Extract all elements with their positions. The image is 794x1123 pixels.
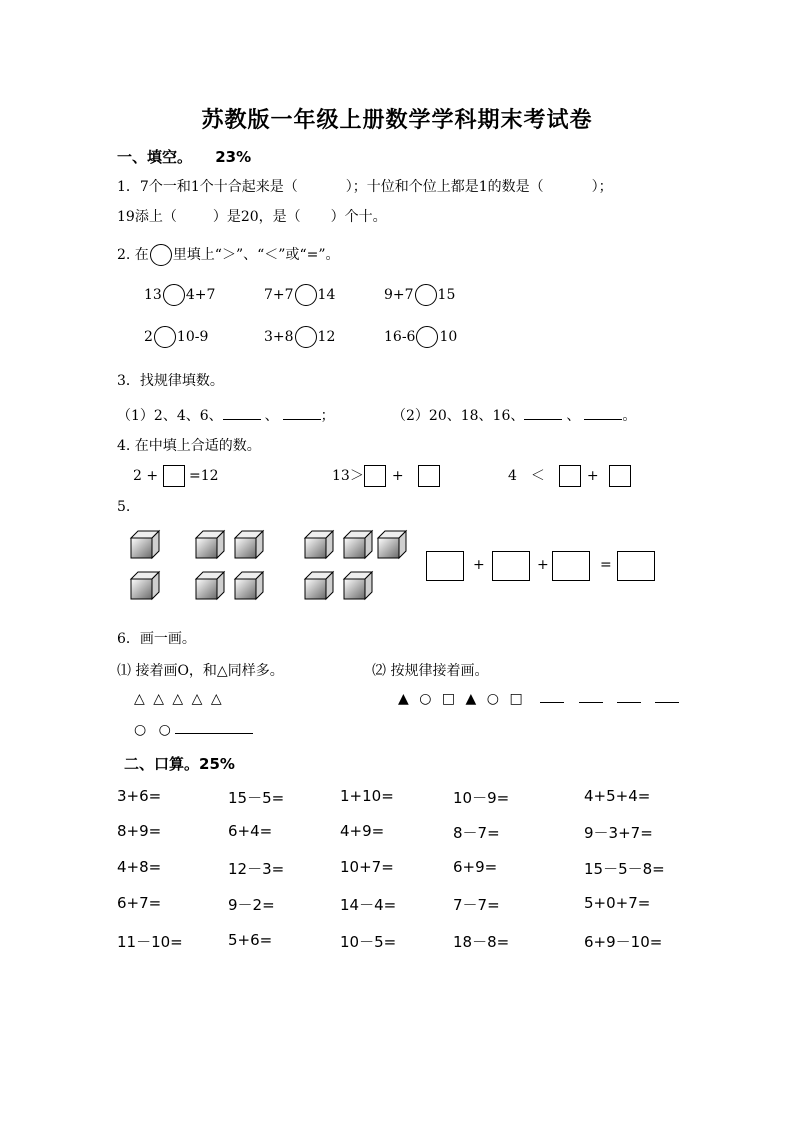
answer-box[interactable] xyxy=(163,465,185,487)
page-title: 苏教版一年级上册数学学科期末考试卷 xyxy=(201,108,593,133)
calc-item[interactable]: 8+9= xyxy=(117,822,162,840)
compare-item xyxy=(144,326,208,348)
compare-item xyxy=(384,284,455,306)
question-1-line-2 xyxy=(117,206,387,226)
calc-item[interactable]: 6+9－10= xyxy=(584,933,663,951)
compare-circle[interactable] xyxy=(295,326,317,348)
compare-right: 12 xyxy=(317,329,336,345)
pattern-blank[interactable] xyxy=(579,702,603,703)
q2-prefix: 2. 在 xyxy=(117,247,149,263)
pattern-shapes: ▲ ○ □ ▲ ○ □ xyxy=(398,691,526,707)
q4-equation-2 xyxy=(332,465,440,487)
answer-box[interactable] xyxy=(609,465,631,487)
cube-icon xyxy=(344,531,372,558)
q3-separator: 、 xyxy=(566,408,581,424)
given-circles: ○ ○ xyxy=(134,722,175,738)
pattern-blank[interactable] xyxy=(540,702,564,703)
answer-box[interactable] xyxy=(492,551,530,581)
cube-icon xyxy=(131,572,159,599)
q3-part-2 xyxy=(392,405,636,425)
answer-box[interactable] xyxy=(364,465,386,487)
compare-item xyxy=(384,326,457,348)
compare-circle[interactable] xyxy=(295,284,317,306)
q5-plus: + xyxy=(537,557,549,573)
cube-icon xyxy=(196,531,224,558)
compare-left: 16-6 xyxy=(384,329,416,345)
cube-icon xyxy=(344,572,372,599)
q6-subquestion-2: ⑵ 按规律接着画。 xyxy=(372,663,489,679)
circle-icon xyxy=(150,244,172,266)
compare-circle[interactable] xyxy=(416,326,438,348)
answer-box[interactable] xyxy=(418,465,440,487)
question-2-heading xyxy=(117,244,340,266)
q5-plus: + xyxy=(473,557,485,573)
calc-item[interactable]: 10－5= xyxy=(340,933,397,951)
answer-box[interactable] xyxy=(552,551,590,581)
q3-part-2-text: （2）20、18、16、 xyxy=(392,408,525,424)
compare-right: 14 xyxy=(317,287,336,303)
q4-e2-left: 13＞ xyxy=(332,468,364,484)
triangle-row: △ △ △ △ △ xyxy=(134,691,224,707)
q4-e1-right: =12 xyxy=(189,468,219,484)
pattern-blank[interactable] xyxy=(655,702,679,703)
compare-left: 9+7 xyxy=(384,287,414,303)
q1-text-c: ）； xyxy=(591,179,613,195)
section-1-score: 23% xyxy=(215,148,252,166)
q3-blank[interactable] xyxy=(524,419,562,420)
compare-right: 15 xyxy=(437,287,456,303)
q1-text-b: ）；十位和个位上都是1的数是（ xyxy=(345,179,544,195)
compare-right: 10-9 xyxy=(176,329,209,345)
calc-item[interactable]: 6+7= xyxy=(117,894,162,912)
section-2-heading xyxy=(124,753,235,774)
q4-e2-plus: + xyxy=(391,468,404,484)
calc-item[interactable]: 9－3+7= xyxy=(584,824,653,842)
q3-blank[interactable] xyxy=(223,419,261,420)
compare-left: 7+7 xyxy=(264,287,294,303)
calc-item[interactable]: 15－5= xyxy=(228,789,285,807)
answer-box[interactable] xyxy=(426,551,464,581)
drawing-blank[interactable] xyxy=(175,733,253,734)
compare-circle[interactable] xyxy=(154,326,176,348)
answer-box[interactable] xyxy=(559,465,581,487)
cube-icon xyxy=(305,531,333,558)
compare-left: 13 xyxy=(144,287,162,303)
section-2-score: 25% xyxy=(199,755,235,773)
calc-item[interactable]: 9－2= xyxy=(228,896,275,914)
cube-icon xyxy=(378,531,406,558)
q4-equation-1 xyxy=(133,465,219,487)
q4-e3-lt: ＜ xyxy=(530,468,545,484)
q3-part-1 xyxy=(117,405,335,425)
compare-right: 4+7 xyxy=(185,287,216,303)
q5-equals: = xyxy=(600,557,612,573)
cubes-illustration xyxy=(0,525,794,605)
q3-end-2: 。 xyxy=(622,408,637,424)
q3-blank[interactable] xyxy=(584,419,622,420)
answer-box[interactable] xyxy=(617,551,655,581)
circle-drawing-row xyxy=(134,722,253,738)
compare-item xyxy=(264,284,335,306)
compare-left: 3+8 xyxy=(264,329,294,345)
q4-e1-left: 2 + xyxy=(133,468,159,484)
calc-item[interactable]: 1+10= xyxy=(340,787,394,805)
q1-text-d: 19添上（ xyxy=(117,209,177,225)
q4-e3-left: 4 xyxy=(508,468,517,484)
q3-blank[interactable] xyxy=(283,419,321,420)
calc-item[interactable]: 8－7= xyxy=(453,824,500,842)
compare-circle[interactable] xyxy=(415,284,437,306)
calc-item[interactable]: 3+6= xyxy=(117,787,162,805)
q3-part-1-text: （1）2、4、6、 xyxy=(117,408,223,424)
q1-text-a: 1．7个一和1个十合起来是（ xyxy=(117,179,298,195)
compare-item xyxy=(264,326,335,348)
cube-icon xyxy=(131,531,159,558)
cube-icon xyxy=(235,572,263,599)
calc-item[interactable]: 5+0+7= xyxy=(584,894,651,912)
q6-subquestion-1: ⑴ 接着画O，和△同样多。 xyxy=(117,663,284,679)
calc-item[interactable]: 4+9= xyxy=(340,822,385,840)
calc-item[interactable]: 11－10= xyxy=(117,933,183,951)
calc-item[interactable]: 6+4= xyxy=(228,822,273,840)
calc-item[interactable]: 12－3= xyxy=(228,860,285,878)
section-1-title: 一、填空。 xyxy=(117,148,193,166)
q4-e3-plus: + xyxy=(586,468,599,484)
q3-separator: 、 xyxy=(264,408,279,424)
calc-item[interactable]: 4+8= xyxy=(117,858,162,876)
calc-item[interactable]: 10+7= xyxy=(340,858,394,876)
q1-text-e: ）是20，是（ xyxy=(212,209,301,225)
calc-item[interactable]: 5+6= xyxy=(228,931,273,949)
q4-equation-3 xyxy=(508,465,631,487)
cube-icon xyxy=(305,572,333,599)
calc-item[interactable]: 18－8= xyxy=(453,933,510,951)
question-6-heading: 6．画一画。 xyxy=(117,631,196,647)
q3-end-1: ； xyxy=(320,408,335,424)
section-2-title: 二、口算。 xyxy=(124,755,200,773)
q1-text-f: ）个十。 xyxy=(330,209,387,225)
pattern-blank[interactable] xyxy=(617,702,641,703)
compare-right: 10 xyxy=(439,329,458,345)
compare-item xyxy=(144,284,215,306)
calc-item[interactable]: 6+9= xyxy=(453,858,498,876)
calc-item[interactable]: 14－4= xyxy=(340,896,397,914)
question-3-heading: 3．找规律填数。 xyxy=(117,373,224,389)
calc-item[interactable]: 4+5+4= xyxy=(584,787,651,805)
calc-item[interactable]: 15－5－8= xyxy=(584,860,665,878)
q2-suffix: 里填上“＞”、“＜”或“=”。 xyxy=(172,247,340,263)
cube-icon xyxy=(235,531,263,558)
calc-item[interactable]: 7－7= xyxy=(453,896,500,914)
compare-left: 2 xyxy=(144,329,153,345)
cube-icon xyxy=(196,572,224,599)
question-1-line-1 xyxy=(117,176,613,196)
section-1-heading xyxy=(117,146,251,167)
compare-circle[interactable] xyxy=(163,284,185,306)
shape-pattern xyxy=(398,691,679,707)
question-4-heading: 4. 在中填上合适的数。 xyxy=(117,438,261,454)
calc-item[interactable]: 10－9= xyxy=(453,789,510,807)
question-5-label: 5. xyxy=(117,499,131,515)
